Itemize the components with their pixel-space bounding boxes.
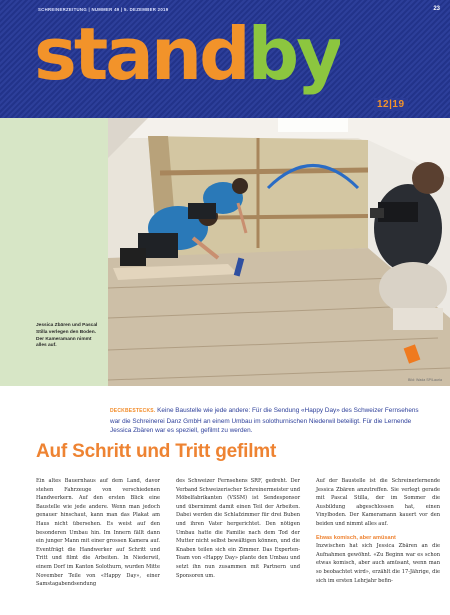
body-paragraph: des Schweizer Fernsehens SRF, gedreht. Der Verband Schweizerischer Schreinermeister und Möbelfabrikanten (VSSM) ist Sendesponsor und übernimmt damit einen Teil der Arbeiten. Dabei werden die Schlafzimmer für drei Buben und ihren Vater hergerichtet. Den nötigen Umbau hatte die Familie nach dem Tod der Mutter nicht selbst bewältigen können, und die Knaben teilen sich ein Zimmer. Das Experten-Team von «Happy Day» plante den Umbau und setzt ihn nun zusammen mit Partnern und Sponsoren um. [176,478,300,579]
body-column-3 [316,477,440,585]
body-column-2 [176,477,300,580]
body-paragraph: Ein altes Bauernhaus auf dem Land, davor stehen Fahrzeuge von verschiedenen Handwerkern. Auf den ersten Blick eine Baustelle wie jede andere. Wenn man jedoch genauer hinschaut, kann man das Plakat am Haus nicht übersehen. Es weist auf den besonderen Umbau hin. Im Innern fällt dann ein junger Mann mit einer grossen Kamera auf. Eventfrägt die Handwerker auf Schritt und Tritt und filmt die Arbeiten. In Niederwil, einem Dorf im Kanton Solothurn, wurden Mitte November Teile von «Happy Day», einer Samstagabendsendung [36,478,160,588]
title-by: by [247,18,341,96]
masthead [0,0,450,118]
title-stand: stand [34,18,248,96]
article-body [36,477,440,615]
page-number: 23 [433,6,440,12]
article-headline: Auf Schritt und Tritt gefilmt [36,441,277,462]
body-column-1 [36,477,160,589]
magazine-title [34,18,340,118]
article-photo [108,118,450,386]
subheading: Etwas komisch, aber amüsant [316,534,396,541]
photo-caption: Jessica Zbären und Pascal Stilla verlegen den Boden. Der Kameramann nimmt alles auf. [36,323,98,349]
lead-text: Keine Baustelle wie jede andere: Für die Sendung «Happy Day» des Schweizer Fernsehens war die Schreinerei Danz GmbH an einem Umbau im solothurnischen Niederwil beteiligt. Für die Lernende Jessica Zbären war es speziell, gefilmt zu werden. [110,407,419,435]
running-head: SCHREINERZEITUNG | NUMMER 49 | 5. DEZEMBER 2019 [38,7,169,12]
lead-tag: DECKBESTECKS. [110,408,156,414]
issue-number: 12|19 [374,98,408,111]
body-paragraph: Inzwischen hat sich Jessica Zbären an die Aufnahmen gewöhnt. «Zu Beginn war es schon etwas komisch, aber auch amüsant, wenn man so beobachtet wird», erzählt die 17-Jährige, die sich im ersten Lehrjahr befin- [316,543,440,584]
body-paragraph: Auf der Baustelle ist die Schreinerlernende Jessica Zbären anzutreffen. Sie verlegt gerade mit Pascal Stilla, der im Sommer die Ausbildung abgeschlossen hat, einen Vinylboden. Der Kameramann kauert vor den beiden und nimmt alles auf. [316,478,440,527]
article-lead [110,406,430,436]
photo-credit: Bild: Wada SP/Lauria [407,378,442,382]
